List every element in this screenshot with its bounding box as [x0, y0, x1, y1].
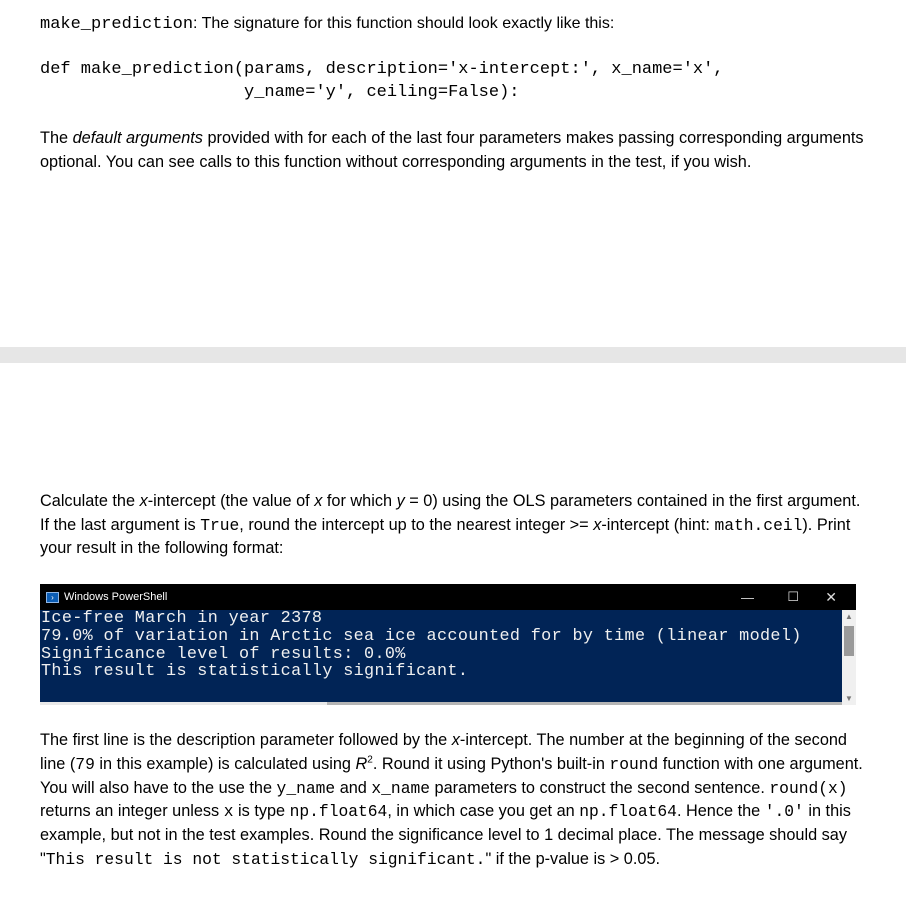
p3-code-not-significant: This result is not statistically significant.	[45, 849, 486, 869]
powershell-icon: ›	[46, 592, 59, 603]
p3-code-dot0: '.0'	[764, 802, 804, 822]
default-arguments-paragraph	[40, 127, 870, 174]
function-name-code: make_prediction	[40, 15, 194, 34]
scroll-down-arrow-icon[interactable]: ▼	[845, 694, 853, 703]
output-line-3: Significance level of results: 0.0%	[41, 644, 406, 664]
calc-em-3: y	[396, 492, 405, 510]
p3-text-e: function with one argument. You will also have to the use the	[40, 754, 863, 797]
p3-code-79: 79	[75, 754, 95, 774]
p3-code-roundx: round(x)	[769, 778, 848, 798]
output-line-2: 79.0% of variation in Arctic sea ice accounted for by time (linear model)	[41, 626, 802, 646]
p3-text-a: The first line is the description parameter followed by the	[40, 731, 452, 749]
p3-text-k: . Hence the	[676, 802, 765, 821]
calc-em-4: x	[593, 515, 602, 534]
p3-text-m: " if the p-value is > 0.05.	[485, 849, 661, 868]
calc-text-g: ). Print your result in the following format:	[40, 515, 851, 557]
p3-text-l: in this example, but not in the test examples. Round the significance level to 1 decimal place. The message should say "	[40, 802, 851, 868]
p3-code-yname: y_name	[276, 778, 336, 798]
para1-text-a: The	[40, 129, 73, 147]
page-separator	[0, 347, 906, 363]
document-page-1	[0, 0, 906, 347]
calculate-paragraph	[40, 490, 870, 561]
horizontal-scrollbar[interactable]	[40, 702, 842, 705]
calc-text-b: -intercept (the value of	[147, 492, 315, 510]
para1-emphasis: default arguments	[72, 129, 203, 147]
horizontal-scroll-thumb[interactable]	[40, 702, 327, 705]
signature-line-1: def make_prediction(params, description='x-intercept:', x_name='x',	[40, 60, 724, 79]
intro-line	[40, 12, 614, 37]
close-button[interactable]: ✕	[825, 588, 837, 605]
calc-text-a: Calculate the	[40, 492, 140, 510]
p3-text-i: is type	[233, 802, 290, 821]
powershell-title: Windows PowerShell	[64, 591, 168, 603]
calc-em-2: x	[314, 492, 323, 510]
p3-text-f: and	[335, 778, 372, 797]
calc-code-ceil: math.ceil	[714, 515, 803, 535]
maximize-button[interactable]: ☐	[787, 589, 799, 604]
calc-text-d: = 0) using the OLS parameters contained in the first argument. If the last argument is	[40, 492, 861, 534]
output-line-1: Ice-free March in year 2378	[41, 609, 323, 628]
p3-em-1: x	[451, 731, 460, 749]
p3-code-xname: x_name	[371, 778, 431, 798]
p3-text-j: , in which case you get an	[387, 802, 580, 821]
p3-text-h: returns an integer unless	[40, 802, 224, 821]
output-line-4: This result is statistically significant.	[41, 662, 469, 682]
explanation-paragraph	[40, 729, 870, 872]
p3-code-float64-b: np.float64	[579, 802, 677, 822]
powershell-output	[41, 610, 841, 705]
p3-text-d: . Round it using Python's built-in	[372, 754, 610, 773]
p3-code-round: round	[609, 754, 659, 774]
powershell-window	[40, 584, 856, 705]
p3-superscript: 2	[367, 754, 373, 766]
minimize-button[interactable]: —	[741, 589, 754, 605]
calc-text-c: for which	[322, 492, 397, 510]
calc-text-e: , round the intercept up to the nearest integer >=	[239, 515, 594, 534]
para1-text-b: provided with for each of the last four parameters makes passing corresponding arguments optional. You can see calls to this function without corresponding arguments in the test, if you wish.	[40, 129, 864, 171]
signature-line-2: y_name='y', ceiling=False):	[40, 83, 520, 102]
calc-em-1: x	[139, 492, 148, 510]
scroll-up-arrow-icon[interactable]: ▲	[845, 612, 853, 621]
vertical-scrollbar[interactable]	[842, 610, 856, 705]
p3-code-float64-a: np.float64	[289, 802, 388, 822]
intro-text: : The signature for this function should look exactly like this:	[193, 15, 615, 32]
p3-code-x: x	[223, 802, 234, 822]
p3-em-r: R	[355, 754, 368, 773]
calc-code-true: True	[200, 515, 240, 535]
powershell-title-bar	[40, 584, 856, 610]
p3-text-c: in this example) is calculated using	[94, 754, 356, 773]
calc-text-f: -intercept (hint:	[601, 515, 715, 534]
p3-text-g: parameters to construct the second sentence.	[430, 778, 770, 797]
p3-text-b: -intercept. The number at the beginning of the second line (	[40, 731, 847, 773]
scroll-thumb[interactable]	[844, 626, 854, 656]
